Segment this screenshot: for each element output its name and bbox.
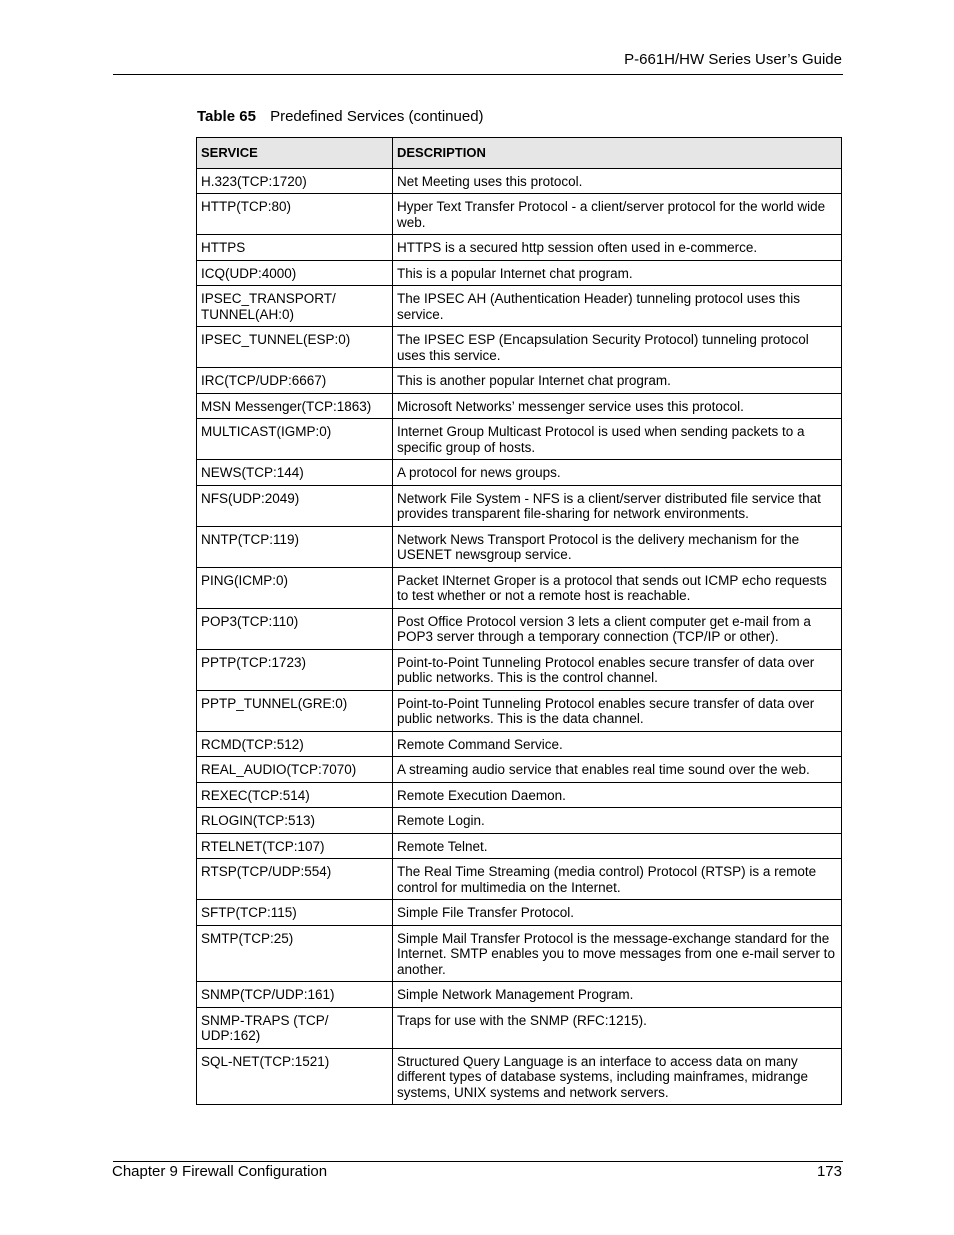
table-caption-text: Predefined Services (continued) xyxy=(270,108,484,125)
description-cell: HTTPS is a secured http session often used in e-commerce. xyxy=(393,235,842,261)
table-row xyxy=(197,1007,842,1048)
service-cell: RLOGIN(TCP:513) xyxy=(197,808,393,834)
description-cell: Internet Group Multicast Protocol is used when sending packets to a specific group of hosts. xyxy=(393,419,842,460)
service-cell: SFTP(TCP:115) xyxy=(197,900,393,926)
description-cell: Network News Transport Protocol is the delivery mechanism for the USENET newsgroup service. xyxy=(393,526,842,567)
description-cell: A protocol for news groups. xyxy=(393,460,842,486)
table-row xyxy=(197,925,842,982)
service-cell: SNMP-TRAPS (TCP/ UDP:162) xyxy=(197,1007,393,1048)
table-row xyxy=(197,757,842,783)
description-cell: A streaming audio service that enables real time sound over the web. xyxy=(393,757,842,783)
page-header-title: P-661H/HW Series User’s Guide xyxy=(624,51,842,68)
table-row xyxy=(197,393,842,419)
table-row xyxy=(197,608,842,649)
service-cell: SMTP(TCP:25) xyxy=(197,925,393,982)
table-row xyxy=(197,368,842,394)
description-cell: Remote Command Service. xyxy=(393,731,842,757)
service-cell: SQL-NET(TCP:1521) xyxy=(197,1048,393,1105)
description-cell: Traps for use with the SNMP (RFC:1215). xyxy=(393,1007,842,1048)
description-cell: The IPSEC ESP (Encapsulation Security Protocol) tunneling protocol uses this service. xyxy=(393,327,842,368)
description-cell: Hyper Text Transfer Protocol - a client/server protocol for the world wide web. xyxy=(393,194,842,235)
service-cell: POP3(TCP:110) xyxy=(197,608,393,649)
table-row xyxy=(197,526,842,567)
service-cell: IRC(TCP/UDP:6667) xyxy=(197,368,393,394)
service-cell: PPTP_TUNNEL(GRE:0) xyxy=(197,690,393,731)
description-cell: Remote Telnet. xyxy=(393,833,842,859)
table-header-row xyxy=(197,138,842,169)
header-rule xyxy=(113,74,843,75)
table-row xyxy=(197,419,842,460)
column-header-description: DESCRIPTION xyxy=(393,138,842,169)
footer-rule xyxy=(113,1161,843,1162)
table-row xyxy=(197,900,842,926)
service-cell: HTTPS xyxy=(197,235,393,261)
service-cell: NNTP(TCP:119) xyxy=(197,526,393,567)
table-row xyxy=(197,808,842,834)
description-cell: The IPSEC AH (Authentication Header) tunneling protocol uses this service. xyxy=(393,286,842,327)
service-cell: PING(ICMP:0) xyxy=(197,567,393,608)
description-cell: Structured Query Language is an interface to access data on many different types of database systems, including mainframes, midrange systems, UNIX systems and network servers. xyxy=(393,1048,842,1105)
description-cell: Post Office Protocol version 3 lets a client computer get e-mail from a POP3 server through a temporary connection (TCP/IP or other). xyxy=(393,608,842,649)
table-row xyxy=(197,782,842,808)
table-row xyxy=(197,982,842,1008)
service-cell: HTTP(TCP:80) xyxy=(197,194,393,235)
service-cell: ICQ(UDP:4000) xyxy=(197,260,393,286)
table-row xyxy=(197,194,842,235)
table-row xyxy=(197,235,842,261)
service-cell: PPTP(TCP:1723) xyxy=(197,649,393,690)
table-row xyxy=(197,260,842,286)
table-row xyxy=(197,460,842,486)
description-cell: Net Meeting uses this protocol. xyxy=(393,168,842,194)
service-cell: RTELNET(TCP:107) xyxy=(197,833,393,859)
footer-chapter: Chapter 9 Firewall Configuration xyxy=(112,1163,328,1180)
service-cell: IPSEC_TRANSPORT/ TUNNEL(AH:0) xyxy=(197,286,393,327)
table-row xyxy=(197,731,842,757)
table-row xyxy=(197,327,842,368)
table-row xyxy=(197,833,842,859)
table-row xyxy=(197,859,842,900)
footer-page-number: 173 xyxy=(816,1163,842,1180)
description-cell: Remote Execution Daemon. xyxy=(393,782,842,808)
description-cell: Point-to-Point Tunneling Protocol enables secure transfer of data over public networks. This is the data channel. xyxy=(393,690,842,731)
service-cell: SNMP(TCP/UDP:161) xyxy=(197,982,393,1008)
table-caption-label: Table 65 xyxy=(197,108,256,125)
description-cell: Point-to-Point Tunneling Protocol enables secure transfer of data over public networks. This is the control channel. xyxy=(393,649,842,690)
table-body xyxy=(197,168,842,1105)
table-row xyxy=(197,168,842,194)
table-caption xyxy=(197,108,484,125)
description-cell: Simple Mail Transfer Protocol is the message-exchange standard for the Internet. SMTP enables you to move messages from one e-mail server to another. xyxy=(393,925,842,982)
table-row xyxy=(197,1048,842,1105)
column-header-service: SERVICE xyxy=(197,138,393,169)
description-cell: Simple File Transfer Protocol. xyxy=(393,900,842,926)
description-cell: Simple Network Management Program. xyxy=(393,982,842,1008)
table-row xyxy=(197,286,842,327)
table-row xyxy=(197,567,842,608)
service-cell: NEWS(TCP:144) xyxy=(197,460,393,486)
description-cell: The Real Time Streaming (media control) Protocol (RTSP) is a remote control for multimedia on the Internet. xyxy=(393,859,842,900)
description-cell: Packet INternet Groper is a protocol that sends out ICMP echo requests to test whether or not a remote host is reachable. xyxy=(393,567,842,608)
table-row xyxy=(197,485,842,526)
description-cell: Network File System - NFS is a client/server distributed file service that provides transparent file-sharing for network environments. xyxy=(393,485,842,526)
service-cell: H.323(TCP:1720) xyxy=(197,168,393,194)
service-cell: RTSP(TCP/UDP:554) xyxy=(197,859,393,900)
description-cell: Remote Login. xyxy=(393,808,842,834)
description-cell: Microsoft Networks’ messenger service uses this protocol. xyxy=(393,393,842,419)
service-cell: MSN Messenger(TCP:1863) xyxy=(197,393,393,419)
service-cell: REXEC(TCP:514) xyxy=(197,782,393,808)
description-cell: This is another popular Internet chat program. xyxy=(393,368,842,394)
table-row xyxy=(197,649,842,690)
service-cell: MULTICAST(IGMP:0) xyxy=(197,419,393,460)
table-row xyxy=(197,690,842,731)
service-cell: REAL_AUDIO(TCP:7070) xyxy=(197,757,393,783)
predefined-services-table xyxy=(196,137,842,1105)
service-cell: IPSEC_TUNNEL(ESP:0) xyxy=(197,327,393,368)
service-cell: NFS(UDP:2049) xyxy=(197,485,393,526)
service-cell: RCMD(TCP:512) xyxy=(197,731,393,757)
description-cell: This is a popular Internet chat program. xyxy=(393,260,842,286)
